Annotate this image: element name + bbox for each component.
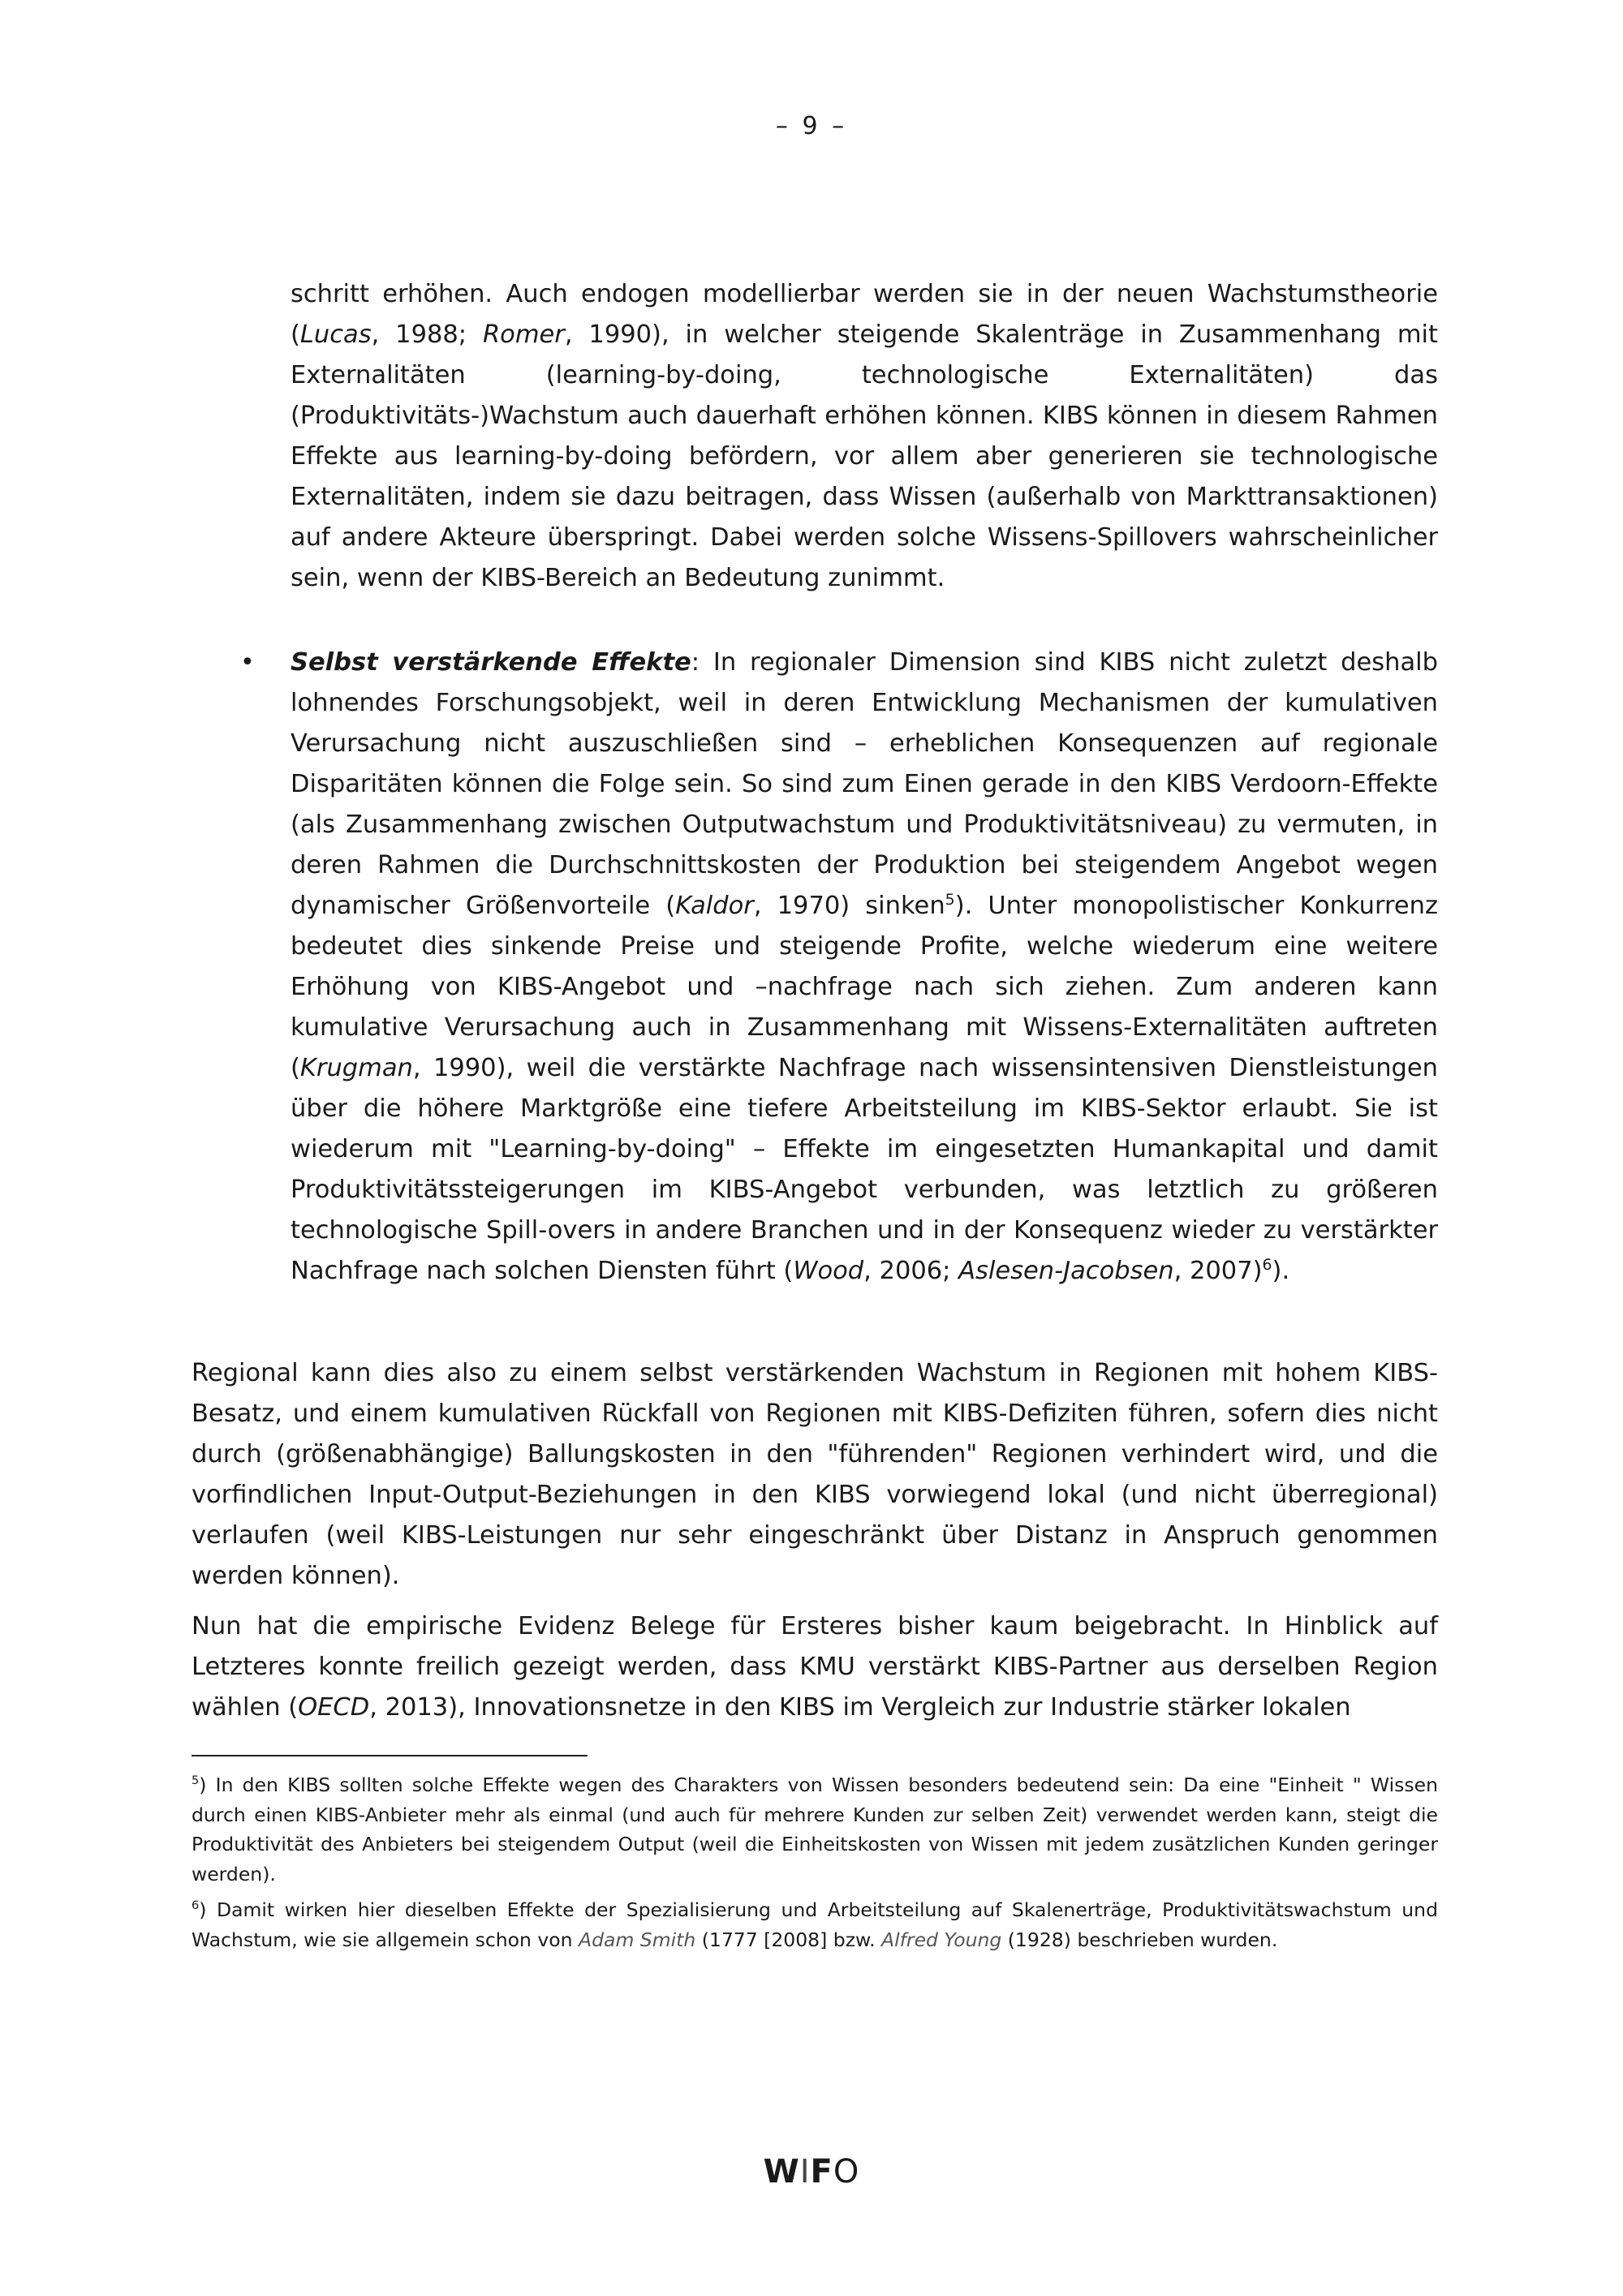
footnote-marker-5: 5: [192, 1774, 200, 1788]
citation-oecd: OECD: [298, 1693, 370, 1722]
citation-romer: Romer: [482, 320, 565, 349]
paragraph-regional: Regional kann dies also zu einem selbst verstärkenden Wachstum in Regionen mit hohem KIBS-Besatz, und einem kumulativen Rückfall von Regionen mit KIBS-Defiziten führen, sofern dies nicht durch (größenabhängige) Ballungskosten in den "führenden" Regionen verhindert wird, und die vorfindlichen Input-Output-Beziehungen in den KIBS vorwiegend lokal (und nicht überregional) verlaufen (weil KIBS-Leistungen nur sehr eingeschränkt über Distanz in Anspruch genommen werden können).: [192, 1359, 1438, 1590]
citation-aslesen-jacobsen: Aslesen-Jacobsen: [958, 1257, 1174, 1285]
author-adam-smith: Adam Smith: [579, 1928, 696, 1951]
footnote-reference-6[interactable]: 6: [1262, 1255, 1272, 1274]
citation-krugman: Krugman: [299, 1054, 413, 1082]
author-alfred-young: Alfred Young: [881, 1928, 1002, 1951]
wifo-logo: WIFO: [763, 2153, 860, 2191]
footnote-reference-5[interactable]: 5: [945, 890, 955, 909]
citation-kaldor: Kaldor: [675, 892, 754, 920]
bullet-heading: Selbst verstärkende Effekte: [291, 648, 691, 677]
footnote-separator: [192, 1755, 588, 1756]
paragraph-empirical-evidence: Nun hat die empirische Evidenz Belege für Ersteres bisher kaum beigebracht. In Hinblick auf Letzteres konnte freilich gezeigt werden, dass KMU verstärkt KIBS-Partner aus derselben Region wählen (OECD, 2013), Innovationsnetze in den KIBS im Vergleich zur Industrie stärker lokalen: [192, 1612, 1438, 1722]
bullet-item-selbst-verstaerkende-effekte: • Selbst verstärkende Effekte: In regionaler Dimension sind KIBS nicht zuletzt deshalb lohnendes Forschungsobjekt, weil in deren Entwicklung Mechanismen der kumulativen Verursachung nicht auszuschließen sind – erheblichen Konsequenzen auf regionale Disparitäten können die Folge sein. So sind zum Einen gerade in den KIBS Verdoorn-Effekte (als Zusammenhang zwischen Outputwachstum und Produktivitätsniveau) zu vermuten, in deren Rahmen die Durchschnittskosten der Produktion bei steigendem Angebot wegen dynamischer Größenvorteile (Kaldor, 1970) sinken$^5$). Unter monopolistischer Konkurrenz bedeutet dies sinkende Preise und steigende Profite, welche wiederum eine weitere Erhöhung von KIBS-Angebot und –nachfrage nach sich ziehen. Zum anderen kann kumulative Verursachung auch in Zusammenhang mit Wissens-Externalitäten auftreten (Krugman, 1990), weil die verstärkte Nachfrage nach wissensintensiven Dienstleistungen über die höhere Marktgröße eine tiefere Arbeitsteilung im KIBS-Sektor erlaubt. Sie ist wiederum mit "Learning-by-doing" – Effekte im eingesetzten Humankapital und damit Produktivitätssteigerungen im KIBS-Angebot verbunden, was letztlich zu größeren technologische Spill-overs in andere Branchen und in der Konsequenz wieder zu verstärkter Nachfrage nach solchen Diensten führt (Wood, 2006; Aslesen-Jacobsen, 2007)$^6$).: [291, 643, 1438, 1292]
citation-lucas: Lucas: [299, 320, 372, 349]
footnote-5: $^5$) In den KIBS sollten solche Effekte wegen des Charakters von Wissen besonders bedeutend sein: Da eine "Einheit " Wissen durch einen KIBS-Anbieter mehr als einmal (und auch für mehrere Kunden zur selben Zeit) verwendet werden kann, steigt die Produktivität des Anbieters bei steigendem Output (weil die Einheitskosten von Wissen mit jedem zusätzlichen Kunden geringer werden).: [192, 1774, 1438, 1885]
bullet-marker-icon: •: [240, 648, 255, 677]
footnote-marker-6: 6: [192, 1898, 200, 1913]
citation-wood: Wood: [793, 1257, 864, 1285]
footnote-6: $^6$) Damit wirken hier dieselben Effekte der Spezialisierung und Arbeitsteilung auf Skalenerträge, Produktivitätswachstum und Wachstum, wie sie allgemein schon von Adam Smith (1777 [2008] bzw. Alfred Young (1928) beschrieben wurden.: [192, 1898, 1438, 1951]
continuation-paragraph: schritt erhöhen. Auch endogen modellierbar werden sie in der neuen Wachstumstheorie (Lucas, 1988; Romer, 1990), in welcher steigende Skalenträge in Zusammenhang mit Externalitäten (learning-by-doing, technologische Externalitäten) das (Produktivitäts-)Wachstum auch dauerhaft erhöhen können. KIBS können in diesem Rahmen Effekte aus learning-by-doing befördern, vor allem aber generieren sie technologische Externalitäten, indem sie dazu beitragen, dass Wissen (außerhalb von Markttransaktionen) auf andere Akteure überspringt. Dabei werden solche Wissens-Spillovers wahrscheinlicher sein, wenn der KIBS-Bereich an Bedeutung zunimmt.: [291, 280, 1438, 592]
page-number: – 9 –: [775, 112, 848, 140]
